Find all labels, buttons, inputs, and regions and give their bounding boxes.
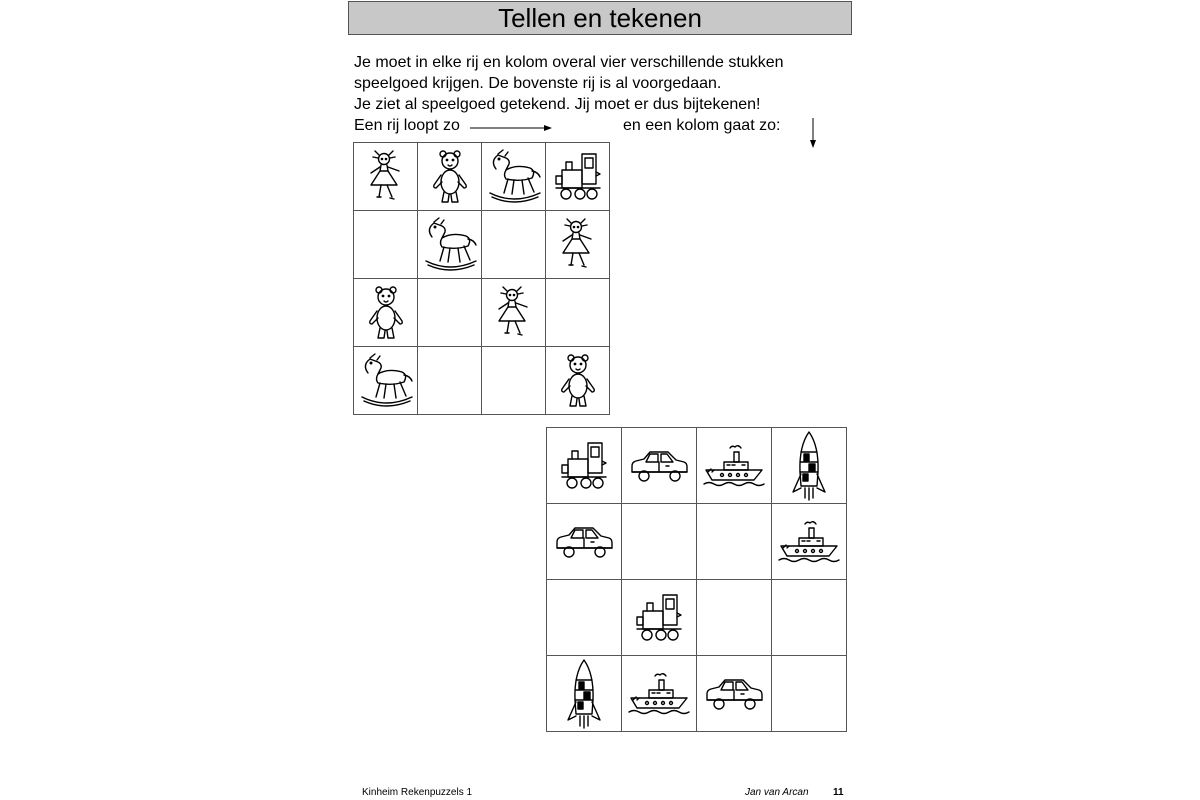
grid1-row xyxy=(354,143,610,211)
grid1-cell-r2-c4 xyxy=(546,211,610,279)
grid2-row xyxy=(547,580,847,656)
doll-icon xyxy=(546,215,609,275)
grid2-cell-r1-c3 xyxy=(697,428,772,504)
grid1-cell-r3-c2 xyxy=(418,279,482,347)
instructions xyxy=(354,52,834,115)
boat-icon xyxy=(772,518,846,566)
grid1-cell-r4-c3 xyxy=(482,347,546,415)
author-name: Jan van Arcan xyxy=(745,787,809,798)
page-title: Tellen en tekenen xyxy=(348,1,852,35)
toy-puzzle-grid-1 xyxy=(353,142,610,415)
grid1-row xyxy=(354,347,610,415)
row-direction-label: Een rij loopt zo xyxy=(354,117,460,134)
page-footer xyxy=(0,786,1200,800)
grid1-row xyxy=(354,211,610,279)
toy-train-icon xyxy=(546,148,609,206)
right-arrow-icon xyxy=(470,124,552,132)
grid1-cell-r3-c4 xyxy=(546,279,610,347)
toy-train-icon xyxy=(547,437,621,495)
grid2-cell-r1-c2 xyxy=(622,428,697,504)
grid2-cell-r1-c4 xyxy=(772,428,847,504)
column-direction-label: en een kolom gaat zo: xyxy=(623,117,781,134)
book-title: Kinheim Rekenpuzzels 1 xyxy=(362,787,473,798)
down-arrow-icon xyxy=(809,118,817,148)
grid2-cell-r3-c3 xyxy=(697,580,772,656)
grid1-cell-r4-c1 xyxy=(354,347,418,415)
grid1-cell-r2-c2 xyxy=(418,211,482,279)
grid2-cell-r2-c2 xyxy=(622,504,697,580)
grid2-cell-r2-c1 xyxy=(547,504,622,580)
rocket-icon xyxy=(772,430,846,502)
grid1-cell-r3-c1 xyxy=(354,279,418,347)
page-number: 11 xyxy=(833,787,844,798)
grid1-cell-r3-c3 xyxy=(482,279,546,347)
grid2-cell-r3-c4 xyxy=(772,580,847,656)
teddy-bear-icon xyxy=(546,351,609,411)
grid1-cell-r1-c3 xyxy=(482,143,546,211)
grid2-cell-r4-c2 xyxy=(622,656,697,732)
grid1-row xyxy=(354,279,610,347)
car-icon xyxy=(547,522,621,562)
grid1-cell-r1-c1 xyxy=(354,143,418,211)
rocket-icon xyxy=(547,658,621,730)
grid2-cell-r1-c1 xyxy=(547,428,622,504)
teddy-bear-icon xyxy=(418,147,481,207)
toy-puzzle-grid-2 xyxy=(546,427,847,732)
toy-train-icon xyxy=(622,589,696,647)
rocking-horse-icon xyxy=(482,147,545,207)
grid2-row xyxy=(547,504,847,580)
instruction-line: Je moet in elke rij en kolom overal vier verschillende stukken xyxy=(354,54,784,71)
instruction-line: Je ziet al speelgoed getekend. Jij moet er dus bijtekenen! xyxy=(354,96,761,113)
grid2-cell-r2-c3 xyxy=(697,504,772,580)
doll-icon xyxy=(482,283,545,343)
rocking-horse-icon xyxy=(418,215,481,275)
teddy-bear-icon xyxy=(354,283,417,343)
car-icon xyxy=(622,446,696,486)
grid2-cell-r4-c3 xyxy=(697,656,772,732)
grid1-cell-r1-c4 xyxy=(546,143,610,211)
instruction-line: speelgoed krijgen. De bovenste rij is al voorgedaan. xyxy=(354,75,722,92)
grid1-cell-r2-c1 xyxy=(354,211,418,279)
doll-icon xyxy=(354,147,417,207)
grid2-cell-r3-c1 xyxy=(547,580,622,656)
grid2-cell-r4-c1 xyxy=(547,656,622,732)
grid2-row xyxy=(547,428,847,504)
grid2-row xyxy=(547,656,847,732)
boat-icon xyxy=(697,442,771,490)
grid1-cell-r1-c2 xyxy=(418,143,482,211)
car-icon xyxy=(697,674,771,714)
grid2-cell-r3-c2 xyxy=(622,580,697,656)
boat-icon xyxy=(622,670,696,718)
rocking-horse-icon xyxy=(354,351,417,411)
grid2-cell-r2-c4 xyxy=(772,504,847,580)
grid1-cell-r4-c2 xyxy=(418,347,482,415)
grid1-cell-r2-c3 xyxy=(482,211,546,279)
grid2-cell-r4-c4 xyxy=(772,656,847,732)
grid1-cell-r4-c4 xyxy=(546,347,610,415)
